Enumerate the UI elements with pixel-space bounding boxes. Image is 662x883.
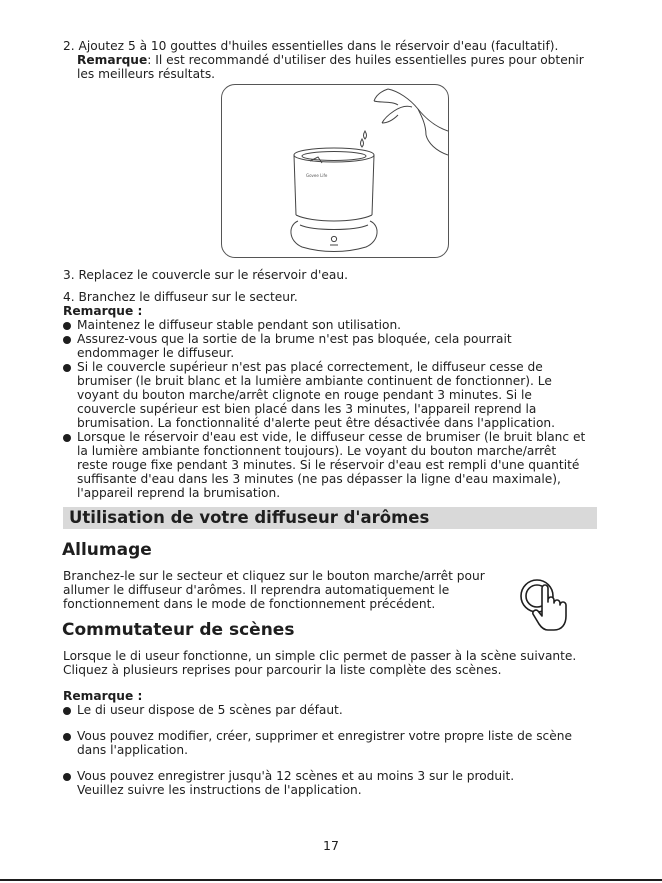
power-line: allumer le diffuseur d'arômes. Il reprendra automatiquement le (63, 583, 450, 597)
bullet-text: Le di useur dispose de 5 scènes par défaut. (77, 703, 343, 717)
bullet-text: endommager le diffuseur. (77, 346, 235, 360)
step-2-line-2 (63, 53, 584, 67)
bullet-text: dans l'application. (77, 743, 188, 757)
bullet-text: l'appareil reprend la brumisation. (77, 486, 281, 500)
step-2-note-label: Remarque (77, 53, 148, 67)
section-header (63, 507, 597, 529)
hand-pressing-button-icon (518, 576, 570, 634)
bullet-text: suffisante d'eau dans les 3 minutes (ne pas dépasser la ligne d'eau maximale), (77, 472, 561, 486)
step-4-bullet (63, 430, 585, 500)
bullet-text: voyant du bouton marche/arrêt clignote en rouge pendant 3 minutes. Si le (77, 388, 532, 402)
power-line: fonctionnement dans le mode de fonctionnement précédent. (63, 597, 436, 611)
step-3: 3. Replacez le couvercle sur le réservoir d'eau. (63, 268, 348, 282)
power-line: Branchez-le sur le secteur et cliquez sur le bouton marche/arrêt pour (63, 569, 485, 583)
scenes-bullet (63, 729, 572, 757)
bullet-text: brumiser (le bruit blanc et la lumière ambiante continuent de fonctionner). Le (77, 374, 552, 388)
bullet-text: Vous pouvez enregistrer jusqu'à 12 scènes et au moins 3 sur le produit. (77, 769, 515, 783)
bullet-dot-icon (63, 364, 71, 372)
bullet-dot-icon (63, 322, 71, 330)
bullet-text: reste rouge fixe pendant 3 minutes. Si le réservoir d'eau est rempli d'une quantité (77, 458, 580, 472)
step-4-bullet (63, 332, 585, 360)
power-heading: Allumage (62, 540, 152, 560)
section-title: Utilisation de votre diffuseur d'arômes (69, 508, 430, 527)
bullet-text: Maintenez le diffuseur stable pendant son utilisation. (77, 318, 402, 332)
step-4 (63, 290, 585, 500)
step-2 (63, 39, 584, 81)
bullet-text: Lorsque le réservoir d'eau est vide, le diffuseur cesse de brumiser (le bruit blanc et (77, 430, 586, 444)
scenes-note-label: Remarque : (63, 689, 143, 703)
bullet-text: la lumière ambiante fonctionnent toujours). Le voyant du bouton marche/arrêt (77, 444, 557, 458)
scenes-heading: Commutateur de scènes (62, 620, 295, 640)
diffuser-with-hand-icon (222, 85, 448, 257)
power-paragraph (63, 569, 485, 611)
step-4-bullet (63, 318, 585, 332)
scenes-bullet (63, 703, 343, 717)
brand-label: Govee Life (306, 173, 328, 178)
step-4-line: 4. Branchez le diffuseur sur le secteur. (63, 290, 298, 304)
bullet-text: Assurez-vous que la sortie de la brume n'est pas bloquée, cela pourrait (77, 332, 512, 346)
bullet-text: brumisation. La fonctionnalité d'alerte peut être désactivée dans l'application. (77, 416, 556, 430)
step-4-note-label: Remarque : (63, 304, 143, 318)
step-4-bullet (63, 360, 585, 430)
bullet-dot-icon (63, 733, 71, 741)
scenes-paragraph (63, 649, 576, 677)
step-2-line-1: 2. Ajoutez 5 à 10 gouttes d'huiles essentielles dans le réservoir d'eau (facultatif). (63, 39, 559, 53)
bullet-dot-icon (63, 336, 71, 344)
scenes-line: Lorsque le di useur fonctionne, un simple clic permet de passer à la scène suivante. (63, 649, 577, 663)
step-2-line-3: les meilleurs résultats. (77, 67, 216, 81)
bullet-dot-icon (63, 434, 71, 442)
scenes-line: Cliquez à plusieurs reprises pour parcourir la liste complète des scènes. (63, 663, 502, 677)
diffuser-illustration (221, 84, 449, 258)
bullet-text: Veuillez suivre les instructions de l'application. (77, 783, 362, 797)
scenes-bullet (63, 769, 514, 797)
bullet-text: Vous pouvez modifier, créer, supprimer et enregistrer votre propre liste de scène (77, 729, 572, 743)
bullet-dot-icon (63, 707, 71, 715)
page-bottom-rule (0, 879, 662, 881)
step-2-note-text: : Il est recommandé d'utiliser des huiles essentielles pures pour obtenir (147, 53, 584, 67)
page-number: 17 (323, 838, 339, 853)
bullet-dot-icon (63, 773, 71, 781)
bullet-text: Si le couvercle supérieur n'est pas placé correctement, le diffuseur cesse de (77, 360, 543, 374)
bullet-text: couvercle supérieur est bien placé dans les 3 minutes, l'appareil reprend la (77, 402, 537, 416)
